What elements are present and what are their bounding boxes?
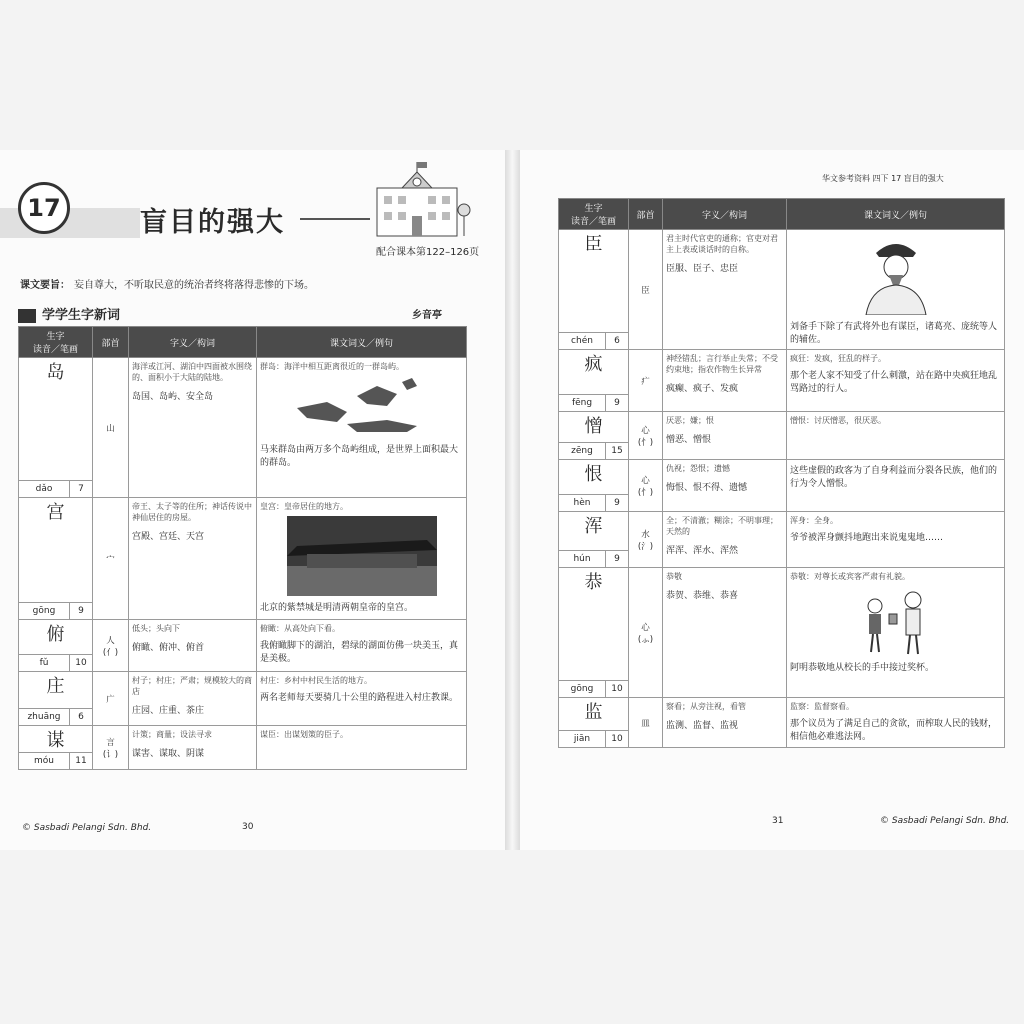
example-cell <box>787 568 1005 698</box>
example-sentence: 那个老人家不知受了什么刺激，站在路中央疯狂地乱骂路过的行人。 <box>790 371 998 394</box>
word-list: 憎恶、憎恨 <box>666 435 712 445</box>
stroke-count: 11 <box>75 756 87 766</box>
example-cell <box>257 726 467 770</box>
meaning-cell <box>129 726 257 770</box>
char-cell <box>559 460 629 512</box>
meaning-cell <box>663 568 787 698</box>
pinyin: zhuāng <box>19 709 70 725</box>
pinyin: hún <box>559 551 606 567</box>
char-cell <box>19 620 93 672</box>
table-row <box>19 498 467 620</box>
book-icon <box>18 309 36 323</box>
example-definition: 监察：监督察看。 <box>790 702 854 711</box>
word-list: 谋害、谋取、阴谋 <box>132 749 205 759</box>
stroke-count: 9 <box>614 498 620 508</box>
example-sentence: 这些虚假的政客为了自身利益而分裂各民族，他们的行为令人憎恨。 <box>790 466 998 489</box>
left-page-number: 30 <box>242 822 254 832</box>
header-2: 字义／构词 <box>663 199 787 230</box>
char-cell <box>559 230 629 350</box>
table-row <box>559 512 1005 568</box>
meaning: 君主时代官吏的通称；官吏对君主上表或谈话时的自称。 <box>666 234 778 254</box>
meaning: 村子；村庄；严肃；规模较大的商店 <box>132 676 252 696</box>
right-header-strip: 华文参考资料 四下 17 盲目的强大 <box>822 174 944 183</box>
header-0: 生字 读音／笔画 <box>559 199 629 230</box>
stroke-count: 6 <box>78 712 84 722</box>
pinyin: chén <box>559 333 606 349</box>
stroke-count: 10 <box>611 684 623 694</box>
example-cell <box>787 512 1005 568</box>
pinyin-row <box>19 708 92 725</box>
word-list: 悔恨、恨不得、遗憾 <box>666 483 748 493</box>
char-cell <box>559 350 629 412</box>
table-row <box>559 230 1005 350</box>
hanzi: 浑 <box>584 516 603 537</box>
example-definition: 皇宫：皇帝居住的地方。 <box>260 502 348 511</box>
example-definition: 憎恨：讨厌憎恶，很厌恶。 <box>790 416 886 425</box>
table-row <box>559 350 1005 412</box>
header-2: 字义／构词 <box>129 327 257 358</box>
word-list: 宫殿、宫廷、天宫 <box>132 532 205 542</box>
meaning: 恭敬 <box>666 572 682 581</box>
example-sentence: 爷爷被浑身颤抖地跑出来说鬼鬼地…… <box>790 533 944 543</box>
pinyin: hèn <box>559 495 606 511</box>
header-1: 部首 <box>629 199 663 230</box>
table-row <box>19 672 467 726</box>
pinyin: jiān <box>559 731 606 747</box>
char-cell <box>19 726 93 770</box>
meaning: 仇视；怨恨；遗憾 <box>666 464 730 473</box>
lesson-title: 盲目的强大 <box>140 207 285 238</box>
table-row <box>19 726 467 770</box>
meaning: 厌恶；嫌；恨 <box>666 416 714 425</box>
char-cell <box>559 568 629 698</box>
stroke-count: 6 <box>614 336 620 346</box>
right-page-number: 31 <box>772 816 784 826</box>
word-list: 恭贺、恭维、恭喜 <box>666 591 739 601</box>
stroke-count: 9 <box>614 398 620 408</box>
example-cell <box>257 672 467 726</box>
example-definition: 疯狂：发疯，狂乱的样子。 <box>790 354 886 363</box>
stroke-count: 7 <box>78 484 84 494</box>
section-title: 学学生字新词 <box>18 304 120 323</box>
pinyin: zēng <box>559 443 606 459</box>
radical-cell: 水 (氵) <box>629 512 663 568</box>
example-cell <box>787 698 1005 748</box>
example-definition: 俯瞰：从高处向下看。 <box>260 624 340 633</box>
radical-cell: 人 (亻) <box>93 620 129 672</box>
scholar-portrait <box>851 235 941 315</box>
meaning-cell <box>129 358 257 498</box>
radical-cell: 皿 <box>629 698 663 748</box>
word-list: 臣服、臣子、忠臣 <box>666 264 739 274</box>
word-list: 庄园、庄重、茶庄 <box>132 706 205 716</box>
pinyin-row <box>559 442 628 459</box>
meaning-cell <box>663 698 787 748</box>
word-list: 俯瞰、俯冲、俯首 <box>132 643 205 653</box>
radical-cell: 疒 <box>629 350 663 412</box>
hanzi: 宫 <box>46 502 65 523</box>
table-row <box>19 620 467 672</box>
char-cell <box>19 498 93 620</box>
hanzi: 臣 <box>584 234 603 255</box>
right-footer: © Sasbadi Pelangi Sdn. Bhd. <box>880 816 1010 826</box>
pinyin: gōng <box>559 681 606 697</box>
left-footer: © Sasbadi Pelangi Sdn. Bhd. <box>22 823 152 833</box>
school-building-icon <box>372 160 472 240</box>
lesson-summary <box>20 276 490 291</box>
meaning: 察看；从旁注视，看管 <box>666 702 746 711</box>
archipelago-map-icon <box>287 376 437 438</box>
radical-cell: 心 (忄) <box>629 460 663 512</box>
meaning-cell <box>129 620 257 672</box>
radical-cell: 心 (忄) <box>629 412 663 460</box>
example-sentence: 马来群岛由两万多个岛屿组成，是世界上面积最大的群岛。 <box>260 445 459 468</box>
example-cell <box>787 412 1005 460</box>
header-0: 生字 读音／笔画 <box>19 327 93 358</box>
pinyin: fǔ <box>19 655 70 671</box>
right-vocab-table <box>558 198 1005 748</box>
hanzi: 岛 <box>46 362 65 383</box>
example-definition: 恭敬：对尊长或宾客严肃有礼貌。 <box>790 572 910 581</box>
stroke-count: 15 <box>611 446 623 456</box>
table-row <box>19 358 467 498</box>
pinyin-row <box>559 730 628 747</box>
section-tag: 乡音亭 <box>412 310 442 321</box>
hanzi: 俯 <box>46 624 65 645</box>
meaning: 全；不清澈；糊涂；不明事理；天然的 <box>666 516 778 536</box>
textbook-ref: 配合课本第122–126页 <box>376 247 480 258</box>
header-1: 部首 <box>93 327 129 358</box>
pinyin-row <box>559 550 628 567</box>
char-cell <box>559 512 629 568</box>
meaning: 海洋或江河、湖泊中四面被水围绕的、面积小于大陆的陆地。 <box>132 362 252 382</box>
hanzi: 谋 <box>46 730 65 751</box>
summary-label: 课文要旨： <box>20 280 70 291</box>
char-cell <box>559 698 629 748</box>
pinyin-row <box>19 602 92 619</box>
left-vocab-table <box>18 326 467 770</box>
example-sentence: 阿明恭敬地从校长的手中接过奖杯。 <box>790 663 935 673</box>
radical-cell: 心 (⺗) <box>629 568 663 698</box>
example-cell <box>787 230 1005 350</box>
meaning: 帝王、太子等的住所；神话传说中神仙居住的房屋。 <box>132 502 252 522</box>
hanzi: 疯 <box>584 354 603 375</box>
pinyin-row <box>559 394 628 411</box>
pinyin-row <box>19 654 92 671</box>
example-sentence: 我俯瞰脚下的湖泊，碧绿的湖面仿佛一块美玉，真是美极。 <box>260 641 459 664</box>
pinyin: dǎo <box>19 481 70 497</box>
meaning: 计策；商量；设法寻求 <box>132 730 212 739</box>
pinyin-row <box>559 494 628 511</box>
pinyin-row <box>19 480 92 497</box>
lesson-number-badge: 17 <box>18 182 70 234</box>
radical-cell: 山 <box>93 358 129 498</box>
example-cell <box>787 350 1005 412</box>
example-cell <box>787 460 1005 512</box>
radical-cell: 宀 <box>93 498 129 620</box>
book-spine <box>505 150 520 850</box>
meaning-cell <box>663 412 787 460</box>
word-list: 岛国、岛屿、安全岛 <box>132 392 214 402</box>
example-cell <box>257 498 467 620</box>
stroke-count: 10 <box>75 658 87 668</box>
example-cell <box>257 358 467 498</box>
hanzi: 庄 <box>46 676 65 697</box>
char-cell <box>19 358 93 498</box>
hanzi: 恨 <box>584 464 603 485</box>
meaning: 神经错乱；言行举止失常；不受约束地；指农作物生长异常 <box>666 354 778 374</box>
example-sentence: 两名老师每天要骑几十公里的路程进入村庄教课。 <box>260 693 459 703</box>
title-rule <box>300 218 370 220</box>
table-row <box>559 412 1005 460</box>
radical-cell: 言 (讠) <box>93 726 129 770</box>
meaning-cell <box>663 230 787 350</box>
word-list: 监测、监督、监视 <box>666 721 739 731</box>
hanzi: 监 <box>584 702 603 723</box>
word-list: 浑浑、浑水、浑然 <box>666 546 739 556</box>
example-sentence: 北京的紫禁城是明清两朝皇帝的皇宫。 <box>260 603 414 613</box>
summary-text: 妄自尊大，不听取民意的统治者终将落得悲惨的下场。 <box>74 280 314 291</box>
example-definition: 村庄：乡村中村民生活的地方。 <box>260 676 372 685</box>
meaning-cell <box>129 672 257 726</box>
pinyin-row <box>19 752 92 769</box>
stroke-count: 9 <box>78 606 84 616</box>
pinyin: gōng <box>19 603 70 619</box>
hanzi: 恭 <box>584 572 603 593</box>
example-cell <box>257 620 467 672</box>
example-sentence: 刘备手下除了有武将外也有谋臣，诸葛亮、庞统等人的辅佐。 <box>790 322 998 345</box>
word-list: 疯癫、疯子、发疯 <box>666 384 739 394</box>
meaning-cell <box>663 460 787 512</box>
table-row <box>559 460 1005 512</box>
meaning-cell <box>663 512 787 568</box>
radical-cell: 广 <box>93 672 129 726</box>
award-ceremony-illustration <box>851 586 941 656</box>
char-cell <box>19 672 93 726</box>
meaning: 低头；头向下 <box>132 624 180 633</box>
example-definition: 群岛：海洋中相互距离很近的一群岛屿。 <box>260 362 404 371</box>
char-cell <box>559 412 629 460</box>
palace-photo <box>287 516 437 596</box>
meaning-cell <box>663 350 787 412</box>
meaning-cell <box>129 498 257 620</box>
table-row <box>559 698 1005 748</box>
radical-cell: 臣 <box>629 230 663 350</box>
stroke-count: 9 <box>614 554 620 564</box>
pinyin: fēng <box>559 395 606 411</box>
pinyin: móu <box>19 753 70 769</box>
example-definition: 浑身：全身。 <box>790 516 838 525</box>
stroke-count: 10 <box>611 734 623 744</box>
header-3: 课文词义／例句 <box>787 199 1005 230</box>
header-3: 课文词义／例句 <box>257 327 467 358</box>
pinyin-row <box>559 680 628 697</box>
example-sentence: 那个议员为了满足自己的贪欲，而榨取人民的钱财，相信他必难逃法网。 <box>790 719 998 742</box>
hanzi: 憎 <box>584 416 603 437</box>
table-row <box>559 568 1005 698</box>
pinyin-row <box>559 332 628 349</box>
example-definition: 谋臣：出谋划策的臣子。 <box>260 730 348 739</box>
